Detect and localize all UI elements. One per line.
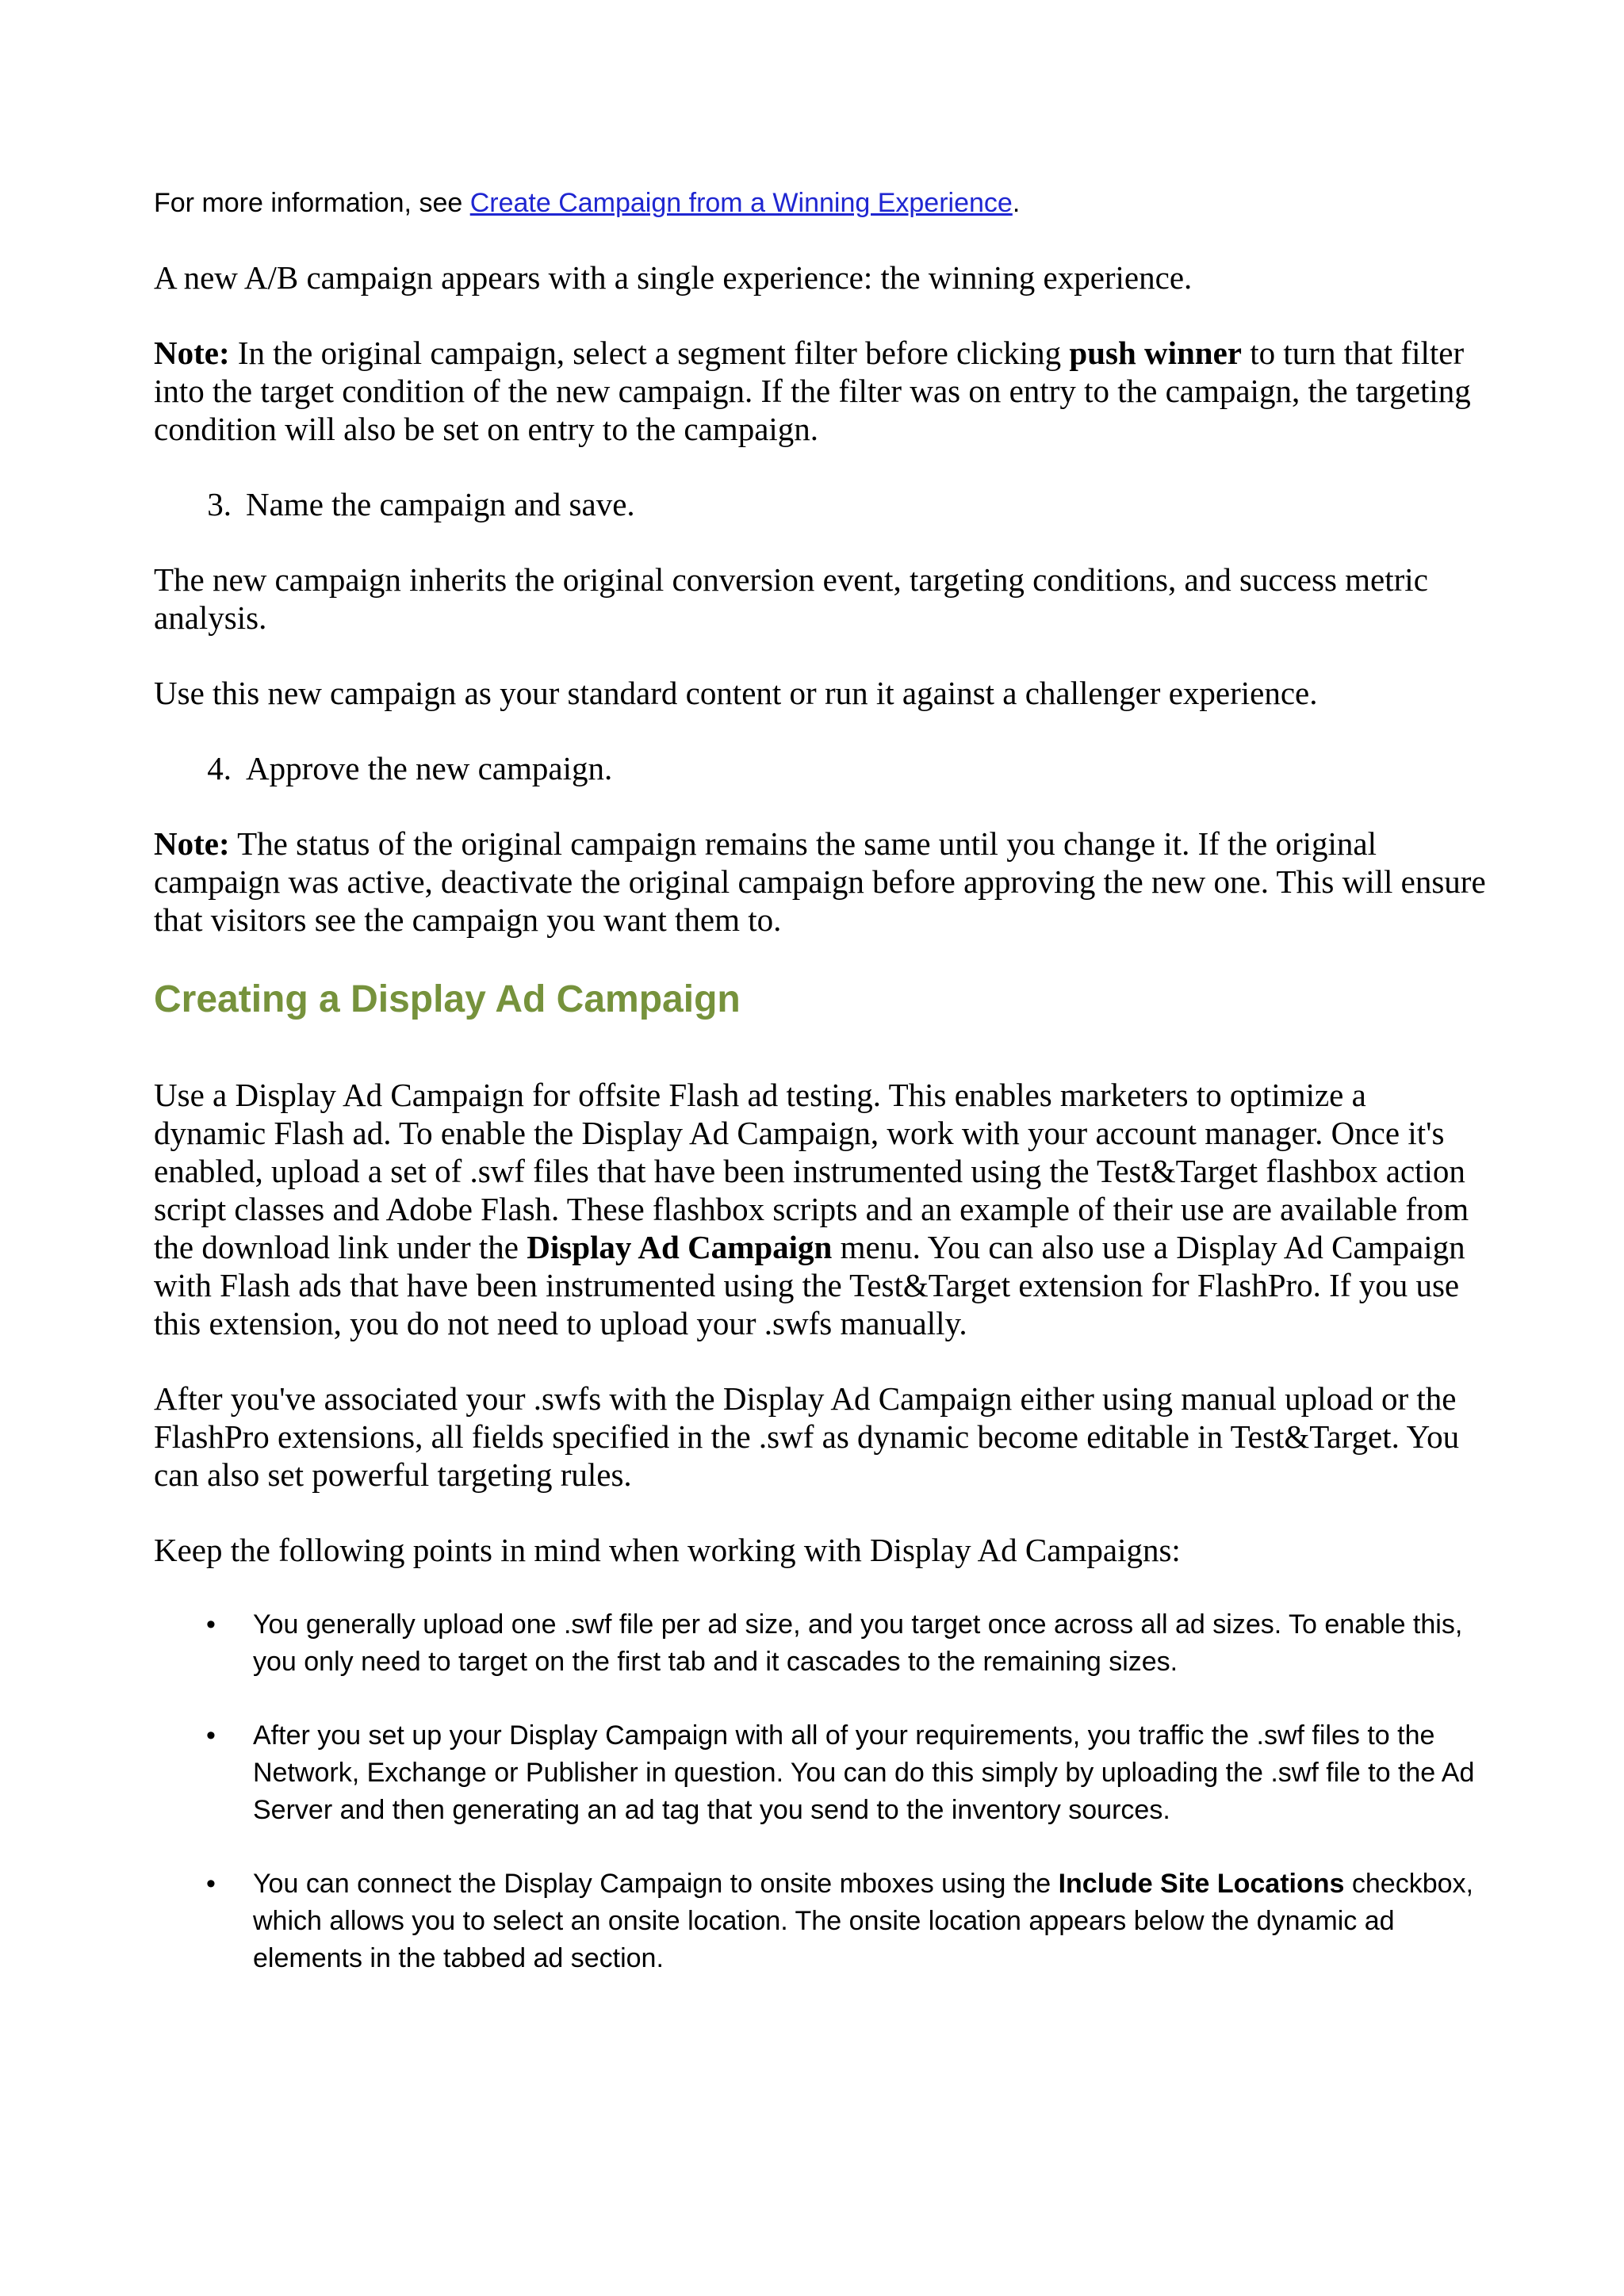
keep-in-mind-paragraph: Keep the following points in mind when working with Display Ad Campaigns:	[154, 1532, 1181, 1568]
intro-paragraph	[154, 184, 1486, 222]
intro-suffix: .	[1012, 188, 1021, 218]
note-label: Note:	[154, 825, 230, 862]
list-item-text-part: You can connect the Display Campaign to onsite mboxes using the	[253, 1869, 1059, 1899]
step-4	[154, 749, 1486, 787]
step-text: Name the campaign and save.	[246, 486, 635, 522]
note-text: In the original campaign, select a segment filter before clicking	[229, 335, 1070, 371]
points-list	[154, 1606, 1486, 1977]
page-content	[154, 184, 1486, 2014]
paragraph-text: menu. You can also use a Display Ad Campaign with Flash ads that have been instrumented using the Test&Target extension for FlashPro. If you use this extension, you do not need to upload your .swfs manually.	[154, 1229, 1465, 1341]
display-ad-campaign-term: Display Ad Campaign	[527, 1229, 833, 1265]
note-status	[154, 825, 1486, 939]
step-text: Approve the new campaign.	[246, 750, 613, 786]
step-number: 3.	[207, 486, 232, 522]
create-campaign-link[interactable]: Create Campaign from a Winning Experience	[469, 188, 1013, 218]
note-text: The status of the original campaign remains the same until you change it. If the original campaign was active, deactivate the original campaign before approving the new one. This will ensure that visitors see the campaign you want them to.	[154, 825, 1486, 938]
inherits-paragraph: The new campaign inherits the original conversion event, targeting conditions, and success metric analysis.	[154, 561, 1428, 636]
list-item	[154, 1866, 1486, 1977]
intro-prefix: For more information, see	[154, 188, 470, 218]
step-number: 4.	[207, 750, 232, 786]
section-title: Creating a Display Ad Campaign	[154, 978, 741, 1020]
use-campaign-paragraph: Use this new campaign as your standard content or run it against a challenger experience.	[154, 675, 1318, 711]
bullet-icon: •	[206, 1720, 216, 1751]
display-ad-intro-paragraph	[154, 1076, 1486, 1342]
bullet-icon: •	[206, 1609, 216, 1640]
associated-swfs-paragraph: After you've associated your .swfs with the Display Ad Campaign either using manual upload or the FlashPro extensions, all fields specified in the .swf as dynamic become editable in Test&Target. You can also set powerful targeting rules.	[154, 1380, 1460, 1493]
note-label: Note:	[154, 335, 230, 371]
list-item-text-part: checkbox, which allows you to select an onsite location. The onsite location appears below the dynamic ad elements in the tabbed ad section.	[253, 1869, 1473, 1973]
paragraph-text: Use a Display Ad Campaign for offsite Flash ad testing. This enables marketers to optimize a dynamic Flash ad. To enable the Display Ad Campaign, work with your account manager. Once it's enabled, upload a set of .swf files that have been instrumented using the Test&Target flashbox action script classes and Adobe Flash. These flashbox scripts and an example of their use are available from the download link under the	[154, 1077, 1469, 1265]
note-push-winner	[154, 334, 1486, 448]
note-text: to turn that filter into the target condition of the new campaign. If the filter was on entry to the campaign, the targeting condition will also be set on entry to the campaign.	[154, 335, 1471, 447]
list-item	[154, 1606, 1486, 1681]
step-3	[154, 485, 1486, 523]
list-item-text: After you set up your Display Campaign with all of your requirements, you traffic the .swf files to the Network, Exchange or Publisher in question. You can do this simply by uploading the .swf file to the Ad Server and then generating an ad tag that you send to the inventory sources.	[253, 1720, 1475, 1825]
list-item-text: You generally upload one .swf file per ad size, and you target once across all ad sizes. To enable this, you only need to target on the first tab and it cascades to the remaining sizes.	[253, 1609, 1463, 1677]
push-winner-term: push winner	[1069, 335, 1243, 371]
include-site-locations-term: Include Site Locations	[1058, 1869, 1345, 1899]
list-item-text	[253, 1869, 1473, 1973]
new-campaign-paragraph: A new A/B campaign appears with a single experience: the winning experience.	[154, 259, 1193, 296]
bullet-icon: •	[206, 1869, 216, 1899]
list-item	[154, 1717, 1486, 1829]
